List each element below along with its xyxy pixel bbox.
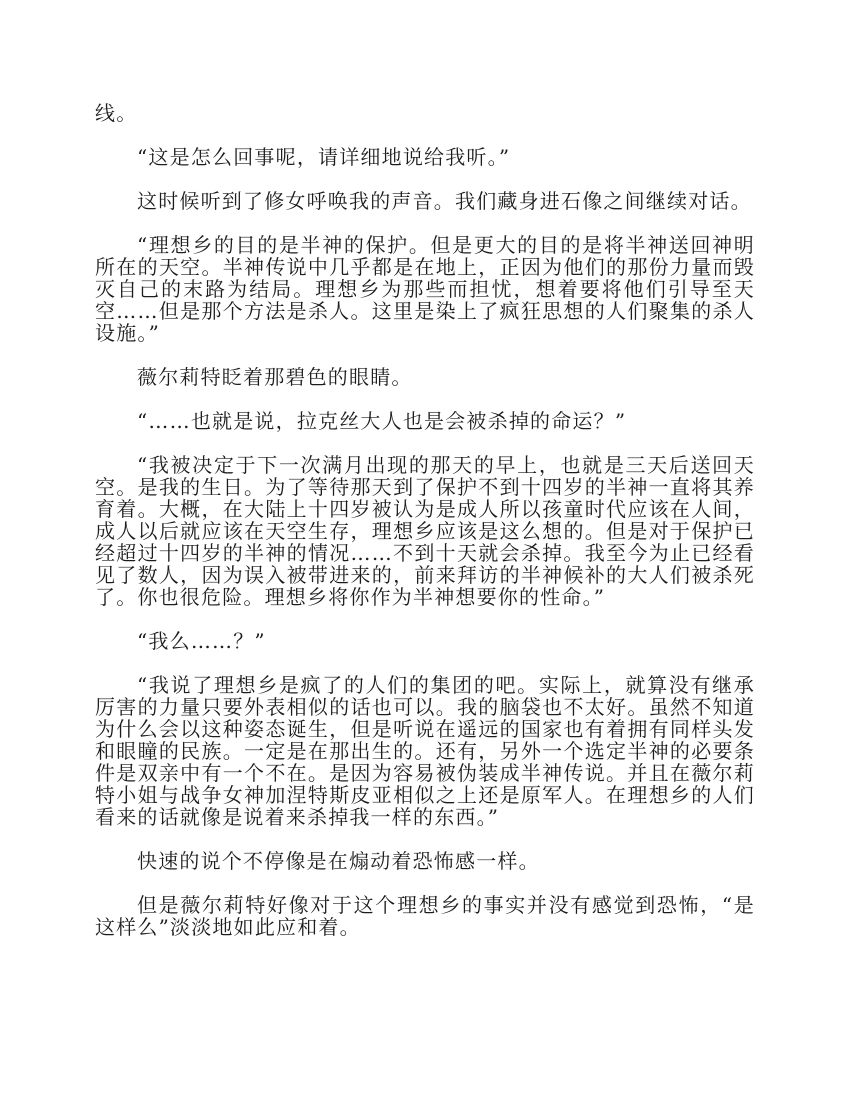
paragraph-narration: 这时候听到了修女呼唤我的声音。我们藏身进石像之间继续对话。 bbox=[137, 189, 752, 213]
paragraph-narration: 薇尔莉特眨着那碧色的眼睛。 bbox=[137, 365, 413, 389]
paragraph-dialogue: “这是怎么回事呢，请详细地说给我听。” bbox=[137, 145, 511, 169]
paragraph-dialogue: “理想乡的目的是半神的保护。但是更大的目的是将半神送回神明所在的天空。半神传说中几乎都是在地上，正因为他们的那份力量而毁灭自己的末路为结局。理想乡为那些而担忧，想着要将他们引导至天空……但是那个方法是杀人。这里是染上了疯狂思想的人们聚集的杀人设施。” bbox=[95, 233, 755, 345]
text-content bbox=[95, 102, 755, 938]
paragraph-dialogue: “我被决定于下一次满月出现的那天的早上，也就是三天后送回天空。是我的生日。为了等待那天到了保护不到十四岁的半神一直将其养育着。大概，在大陆上十四岁被认为是成人所以孩童时代应该在人间，成人以后就应该在天空生存，理想乡应该是这么想的。但是对于保护已经超过十四岁的半神的情况……不到十天就会杀掉。我至今为止已经看见了数人，因为误入被带进来的，前来拜访的半神候补的大人们被杀死了。你也很危险。理想乡将你作为半神想要你的性命。” bbox=[95, 453, 755, 609]
paragraph-continuation: 线。 bbox=[95, 101, 138, 125]
paragraph-narration: 快速的说个不停像是在煽动着恐怖感一样。 bbox=[137, 849, 540, 873]
paragraph-dialogue: “我么……？” bbox=[137, 629, 266, 653]
paragraph-dialogue: “我说了理想乡是疯了的人们的集团的吧。实际上，就算没有继承厉害的力量只要外表相似的话也可以。我的脑袋也不太好。虽然不知道为什么会以这种姿态诞生，但是听说在遥远的国家也有着拥有同样头发和眼瞳的民族。一定是在那出生的。还有，另外一个选定半神的必要条件是双亲中有一个不在。是因为容易被伪装成半神传说。并且在薇尔莉特小姐与战争女神加涅特斯皮亚相似之上还是原军人。在理想乡的人们看来的话就像是说着来杀掉我一样的东西。” bbox=[95, 673, 755, 829]
paragraph-dialogue: “……也就是说，拉克丝大人也是会被杀掉的命运？” bbox=[137, 409, 627, 433]
paragraph-narration: 但是薇尔莉特好像对于这个理想乡的事实并没有感觉到恐怖，“是这样么”淡淡地如此应和着。 bbox=[95, 893, 755, 939]
